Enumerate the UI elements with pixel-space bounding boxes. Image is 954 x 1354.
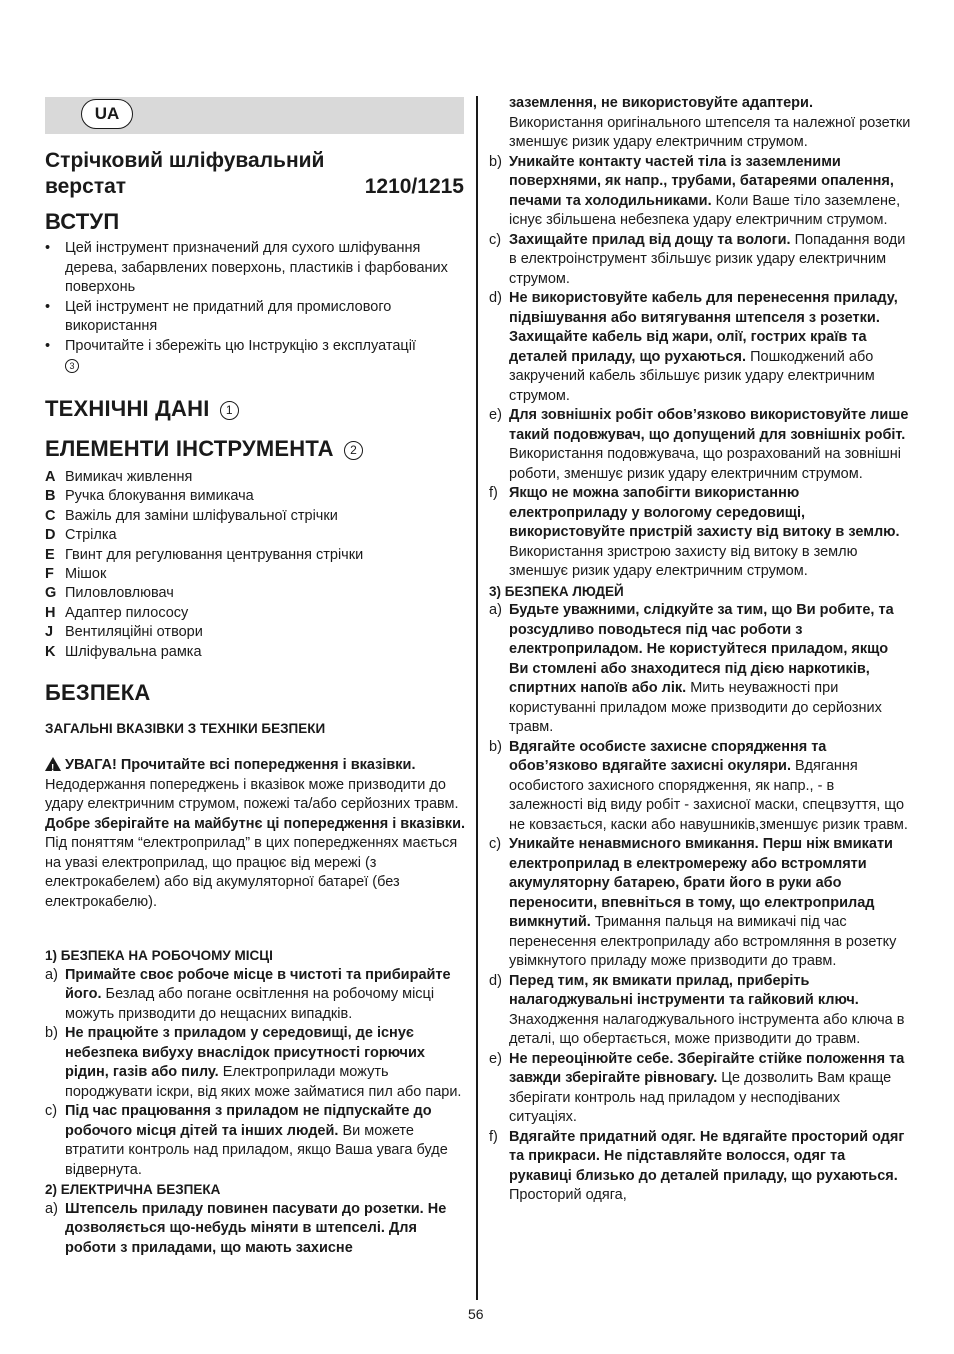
item-text: Ручка блокування вимикача bbox=[65, 488, 254, 505]
item-bold: Якщо не можна запобігти використанню електроприладу у вологому середовищі, використовуйте пристрій захисту від витоку в землю. bbox=[509, 485, 900, 540]
item-key: H bbox=[45, 604, 56, 621]
item-text: Стрілка bbox=[65, 527, 117, 544]
list-item bbox=[45, 966, 465, 1025]
item-bold: Штепсель приладу повинен пасувати до розетки. Не дозволяється що-небудь міняти в штепселі. Для роботи з приладами, що мають захисне bbox=[65, 1200, 447, 1256]
list-item bbox=[489, 738, 911, 836]
item-marker: c) bbox=[489, 836, 502, 852]
warning-paragraph bbox=[45, 756, 465, 912]
item-text: Вимикач живлення bbox=[65, 469, 193, 485]
item-marker: c) bbox=[489, 231, 502, 248]
list-item bbox=[489, 231, 911, 290]
item-text: Вдягання особистого захисного спорядження, як напр., - в залежності від виду робіт - захисної маски, спецвзуття, що не ковзається, каски або навушників,зменшує ризик травм. bbox=[509, 758, 908, 833]
item-text: Використання подовжувача, що розрахований на зовнішні роботи, зменшує ризик удару електричним струмом. bbox=[509, 446, 901, 482]
item-key: D bbox=[45, 527, 56, 544]
language-badge: UA bbox=[81, 99, 133, 129]
list-item bbox=[45, 546, 363, 565]
item-marker: b) bbox=[489, 153, 502, 170]
item-bold: Не використовуйте кабель для перенесення приладу, підвішування або витягування штепселя з розетки. Захищайте кабель від жари, олії, гострих країв та деталей приладу, що рухаються. bbox=[509, 290, 898, 365]
workplace-safety-section bbox=[45, 946, 465, 1258]
list-item bbox=[489, 153, 911, 231]
list-item bbox=[489, 289, 911, 406]
item-key: E bbox=[45, 546, 55, 563]
item-text: Тримання пальця на вимикачі під час перенесення електроприладу або встромляння в розетку увімкнутого приладу може призводити до травм. bbox=[509, 914, 897, 969]
item-marker: b) bbox=[489, 738, 502, 755]
list-item bbox=[45, 604, 363, 623]
title-line-1: Стрічковий шліфувальний bbox=[45, 149, 325, 172]
item-marker: d) bbox=[489, 290, 502, 306]
item-marker: a) bbox=[45, 1200, 58, 1217]
figure-ref-badge: 2 bbox=[344, 441, 363, 460]
list-item bbox=[45, 1102, 465, 1180]
tech-data-heading-text: ТЕХНІЧНІ ДАНІ bbox=[45, 396, 210, 421]
column-divider bbox=[476, 96, 478, 1300]
item-marker: c) bbox=[45, 1103, 58, 1119]
item-bold: Перед тим, як вмикати прилад, приберіть налагоджувальні інструменти та гайковий ключ. bbox=[509, 972, 859, 1008]
item-bold: Для зовнішніх робіт обов’язково використовуйте лише такий подовжувач, що допущений для зовнішніх робіт. bbox=[509, 407, 909, 443]
elements-heading-text: ЕЛЕМЕНТИ ІНСТРУМЕНТА bbox=[45, 436, 334, 461]
item-text: Ви можете втратити контроль над приладом, якщо Ваша увага буде відвернута. bbox=[65, 1122, 448, 1178]
model-number: 1210/1215 bbox=[364, 175, 464, 198]
figure-ref-badge: 1 bbox=[220, 401, 239, 420]
list-item bbox=[45, 507, 363, 526]
list-item bbox=[45, 239, 465, 298]
item-key: K bbox=[45, 643, 56, 660]
item-marker: e) bbox=[489, 1050, 502, 1067]
warning-icon bbox=[45, 757, 61, 771]
item-text: Мить неуважності при користуванні приладом може призводити до серйозних травм. bbox=[509, 680, 882, 735]
item-bold: Не переоцінюйте себе. Зберігайте стійке положення та завжди зберігайте рівновагу. bbox=[509, 1050, 905, 1086]
page-number: 56 bbox=[468, 1306, 484, 1322]
item-marker: f) bbox=[489, 485, 498, 501]
elements-list bbox=[45, 468, 363, 662]
list-item bbox=[489, 835, 911, 972]
item-text: Адаптер пилососу bbox=[65, 604, 189, 621]
list-item bbox=[45, 487, 363, 506]
list-item bbox=[45, 584, 363, 603]
item-text: Використання зристрою захисту від витоку в землю зменшує ризик удару електричним струмом. bbox=[509, 543, 858, 579]
item-key: G bbox=[45, 585, 57, 602]
list-item bbox=[45, 468, 363, 487]
tech-data-heading bbox=[45, 396, 239, 422]
item-text: Вентиляційні отвори bbox=[65, 624, 203, 641]
document-title bbox=[45, 148, 464, 200]
section-heading: 3) БЕЗПЕКА ЛЮДЕЙ bbox=[489, 583, 624, 599]
list-item-text: Прочитайте і збережіть цю Інструкцію з експлуатації bbox=[65, 337, 416, 354]
item-bold: Примайте своє робоче місце в чистоті та прибирайте його. bbox=[65, 966, 451, 1002]
item-marker: e) bbox=[489, 407, 502, 423]
list-item bbox=[45, 526, 363, 545]
safety-heading: БЕЗПЕКА bbox=[45, 680, 151, 705]
item-bold: Вдягайте особисте захисне спорядження та обов’язково вдягайте захисні окуляри. bbox=[509, 738, 827, 774]
item-key: B bbox=[45, 488, 56, 505]
item-text: Важіль для заміни шліфувальної стрічки bbox=[65, 507, 338, 524]
item-text: Шліфувальна рамка bbox=[65, 643, 202, 660]
elements-heading bbox=[45, 436, 363, 462]
item-text: Знаходження налагоджувального інструмента або ключа в деталі, що обертається, може призводити до травм. bbox=[509, 1011, 905, 1047]
list-item bbox=[45, 565, 363, 584]
list-item bbox=[489, 484, 911, 582]
item-bold: Під час працювання з приладом не підпускайте до робочого місця дітей та інших людей. bbox=[65, 1103, 432, 1139]
list-item-text: Цей інструмент не придатний для промислового використання bbox=[65, 298, 392, 334]
warning-text: Недодержання попереджень і вказівок може призводити до удару електричним струмом, пожежі та/або серйозних травм. bbox=[45, 776, 459, 812]
intro-list bbox=[45, 239, 465, 376]
item-key: A bbox=[45, 469, 56, 485]
item-text: Електроприлади можуть породжувати іскри, від яких може займатися пил або пари. bbox=[65, 1064, 462, 1100]
item-key: J bbox=[45, 624, 54, 641]
list-item bbox=[45, 643, 363, 662]
list-item bbox=[489, 601, 911, 738]
item-text: Безлад або погане освітлення на робочому місці можуть призводити до нещасних випадків. bbox=[65, 986, 435, 1022]
list-item-continued bbox=[489, 94, 911, 153]
item-text: Використання оригінального штепселя та належної розетки зменшує ризик удару електричним струмом. bbox=[509, 114, 911, 150]
general-safety-subheading: ЗАГАЛЬНІ ВКАЗІВКИ З ТЕХНІКИ БЕЗПЕКИ bbox=[45, 721, 326, 736]
section-heading: 1) БЕЗПЕКА НА РОБОЧОМУ МІСЦІ bbox=[45, 948, 273, 963]
list-item bbox=[489, 1128, 911, 1206]
item-text: Мішок bbox=[65, 566, 107, 583]
item-text: Пиловловлювач bbox=[65, 585, 174, 602]
list-item bbox=[45, 337, 465, 376]
list-item bbox=[45, 1200, 465, 1259]
section-heading: 2) ЕЛЕКТРИЧНА БЕЗПЕКА bbox=[45, 1182, 221, 1197]
warning-bold-2: Добре зберігайте на майбутнє ці попередження і вказівки. bbox=[45, 815, 466, 832]
item-bold: Не працюйте з приладом у середовищі, де існує небезпека вибуху внаслідок присутності горючих рідин, газів або пилу. bbox=[65, 1025, 425, 1080]
language-bar bbox=[45, 97, 464, 134]
list-item bbox=[489, 406, 911, 484]
item-marker: f) bbox=[489, 1128, 498, 1145]
item-key: F bbox=[45, 566, 54, 583]
item-text: Просторий одяга, bbox=[509, 1187, 627, 1203]
item-key: C bbox=[45, 507, 56, 524]
item-bold: Захищайте прилад від дощу та вологи. bbox=[509, 231, 791, 248]
item-bold: Уникайте ненавмисного вмикання. Перш ніж вмикати електроприлад в електромережу або встромляти акумуляторну батарею, брати його в руки або переносити, впевніться в тому, що електроприлад вимкнутий. bbox=[509, 836, 893, 930]
warning-text-2: Під поняттям “електроприлад” в цих попередженнях мається на увазі електроприлад, що працює від мережі (з електрокабелем) або від акумуляторної батареї (без електрокабелю). bbox=[45, 835, 458, 910]
warning-bold: УВАГА! Прочитайте всі попередження і вказівки. bbox=[65, 757, 416, 773]
item-marker: d) bbox=[489, 972, 502, 989]
item-bold: заземлення, не використовуйте адаптери. bbox=[509, 95, 813, 111]
list-item bbox=[45, 623, 363, 642]
item-bold: Будьте уважними, слідкуйте за тим, що Ви робите, та розсудливо поводьтеся під час роботи з електроприладом. Не користуйтеся приладом, якщо Ви стомлені або знаходитеся під дією наркотиків, спиртних напоїв або лік. bbox=[509, 602, 894, 696]
item-text: Попадання води в електроінструмент збільшує ризик удару електричним струмом. bbox=[509, 231, 906, 287]
list-item bbox=[45, 1024, 465, 1102]
title-line-2: верстат bbox=[45, 175, 127, 198]
figure-ref-badge: 3 bbox=[65, 359, 79, 373]
item-text: Гвинт для регулювання центрування стрічки bbox=[65, 546, 364, 563]
intro-heading: ВСТУП bbox=[45, 209, 120, 234]
list-item-text: Цей інструмент призначений для сухого шліфування дерева, забарвлених поверхонь, пластиків і фарбованих поверхонь bbox=[65, 240, 448, 295]
right-column bbox=[489, 94, 911, 1206]
list-item bbox=[489, 972, 911, 1050]
item-marker: b) bbox=[45, 1025, 58, 1041]
item-marker: a) bbox=[45, 966, 58, 983]
item-text: Пошкоджений або закручений кабель збільшує ризик удару електричним струмом. bbox=[509, 348, 875, 404]
item-bold: Вдягайте придатний одяг. Не вдягайте просторий одяг та прикраси. Не підставляйте волосся, одяг та рукавиці близько до деталей приладу, що рухаються. bbox=[509, 1128, 905, 1184]
item-bold: Уникайте контакту частей тіла із заземленими поверхнями, як напр., трубами, батареями опалення, печами та холодильниками. bbox=[509, 153, 894, 209]
item-text: Це дозволить Вам краще зберігати контроль над приладом у несподіваних ситуаціях. bbox=[509, 1070, 892, 1125]
list-item bbox=[45, 298, 465, 337]
list-item bbox=[489, 1050, 911, 1128]
item-text: Коли Ваше тіло заземлене, існує збільшена небезпека удару електричним струмом. bbox=[509, 192, 901, 228]
item-marker: a) bbox=[489, 602, 502, 618]
